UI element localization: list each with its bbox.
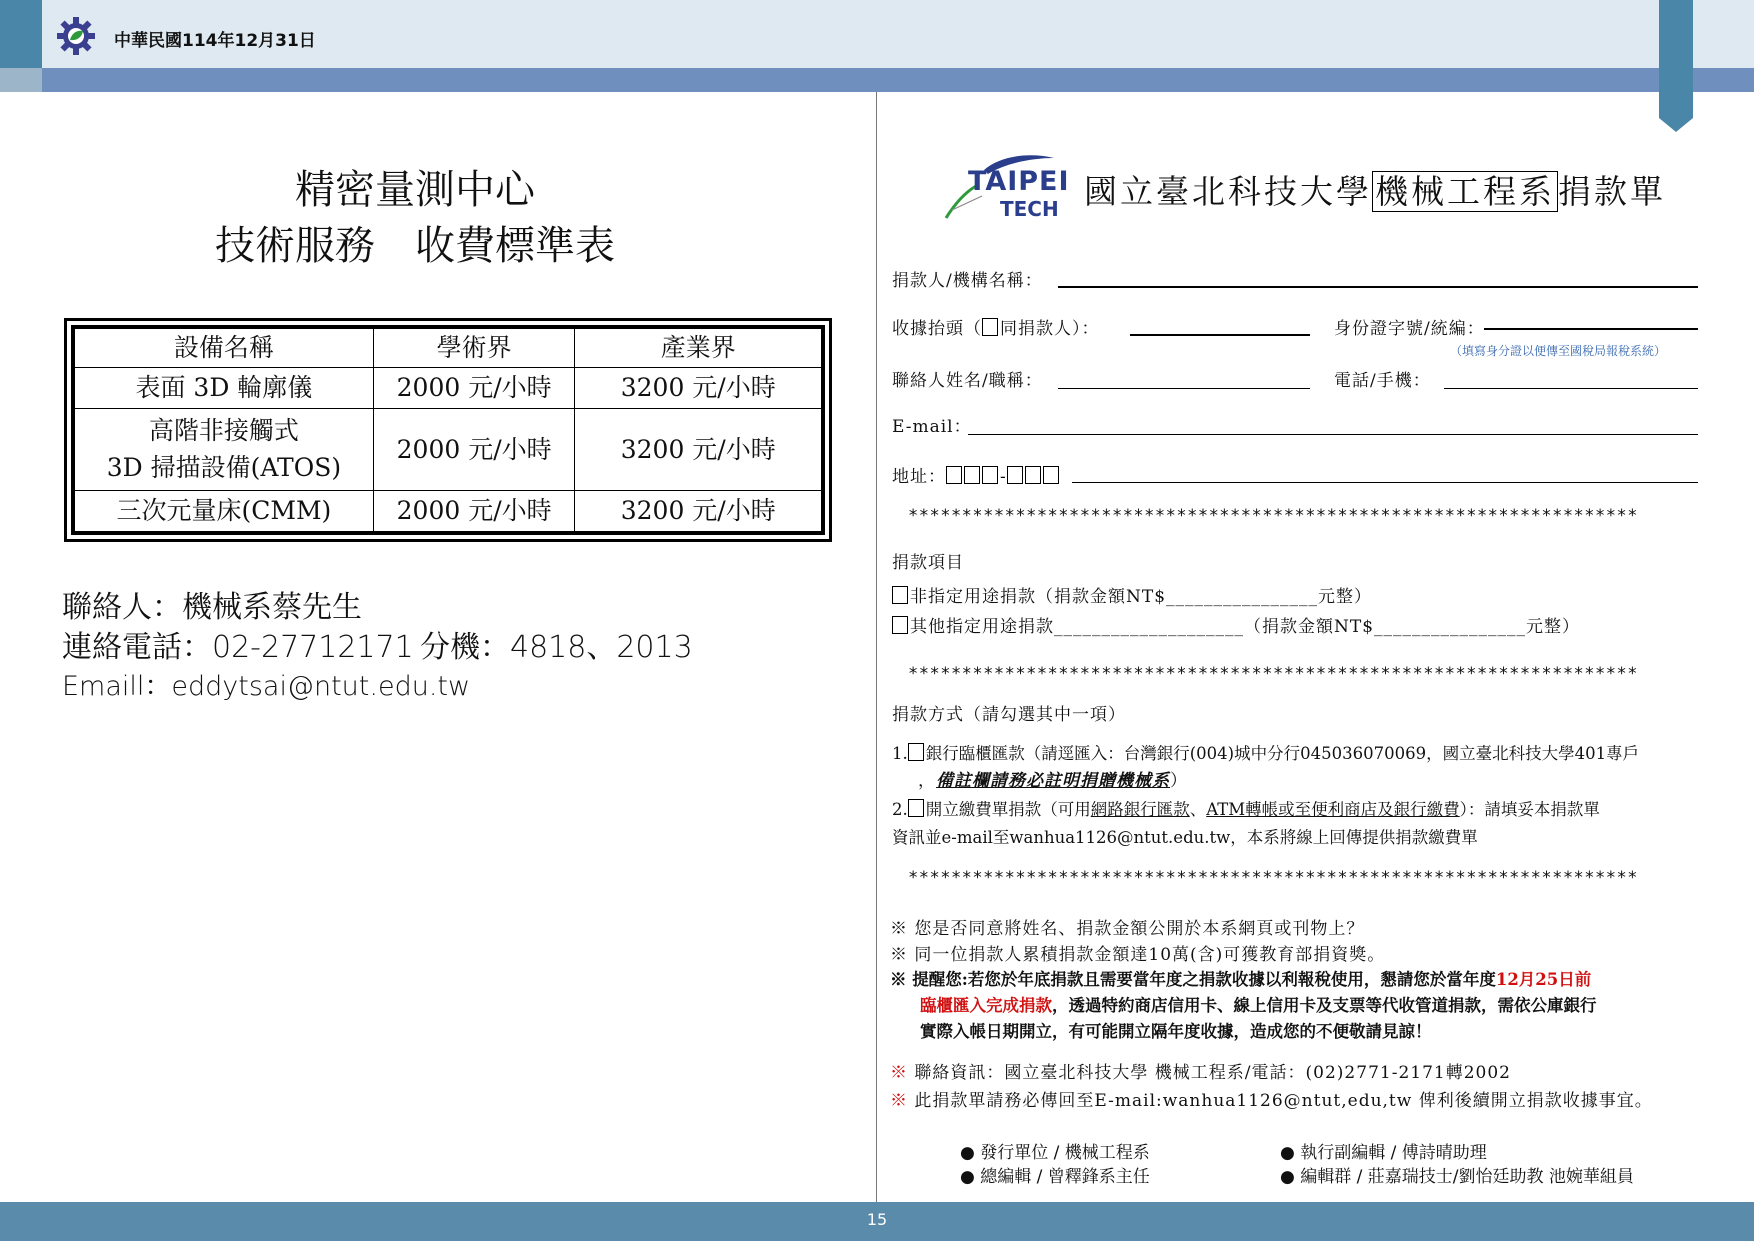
contact-phone: 連絡電話：02-27712171 — [62, 630, 414, 665]
payment-slip-checkbox[interactable] — [908, 799, 924, 817]
credit-editors: ● 編輯群 / 莊嘉瑞技士/劉怡廷助教 池婉華組員 — [1280, 1167, 1634, 1187]
zip-box[interactable] — [964, 466, 980, 484]
note-3-line2: 臨櫃匯入完成捐款，透過特約商店信用卡、線上信用卡及支票等代收管道捐款，需依公庫銀行 — [920, 996, 1597, 1015]
gear-leaf-icon — [56, 16, 96, 56]
zip-box[interactable] — [1025, 466, 1041, 484]
page-title-line1: 精密量測中心 — [295, 167, 535, 213]
address-label: 地址： - — [892, 462, 1061, 487]
table-row — [75, 490, 822, 531]
contact-ext: 分機：4818、2013 — [420, 630, 693, 665]
table-row — [75, 408, 822, 490]
items-heading: 捐款項目 — [892, 553, 964, 573]
note-1: ※ 您是否同意將姓名、捐款金額公開於本系網頁或刊物上？ — [890, 919, 1365, 939]
note-3-line3: 實際入帳日期開立，有可能開立隔年度收據，造成您的不便敬請見諒！ — [920, 1022, 1432, 1041]
return-instructions: ※ 此捐款單請務必傳回至E-mail:wanhua1126@ntut,edu,tw 俾利後續開立捐款收據事宜。 — [890, 1091, 1653, 1111]
email-input-line[interactable] — [968, 434, 1698, 435]
zip-box[interactable] — [1043, 466, 1059, 484]
id-note: （填寫身分證以便傳至國稅局報稅系統） — [1450, 344, 1667, 358]
donor-label: 捐款人/機構名稱： — [892, 271, 1043, 291]
page-title-line2: 技術服務 收費標準表 — [215, 223, 615, 269]
receipt-label: 收據抬頭（ 同捐款人）： — [892, 319, 1100, 339]
separator-stars: ******************************************************************** — [908, 664, 1638, 684]
table-row — [75, 367, 822, 408]
separator-stars: ******************************************************************** — [908, 506, 1638, 526]
method-2-atm: ATM轉帳或至便利商店及銀行繳費 — [1206, 800, 1460, 819]
deadline-action: 臨櫃匯入完成捐款 — [920, 996, 1052, 1015]
zip-box[interactable] — [946, 466, 962, 484]
contact-email: Emaill：eddytsai@ntut.edu.tw — [62, 671, 471, 702]
method-1: 1. 銀行臨櫃匯款（請逕匯入：台灣銀行(004)城中分行045036070069，國立臺北科技大學401專戶 — [892, 744, 1640, 763]
contact-info: ※ 聯絡資訊：國立臺北科技大學 機械工程系/電話：(02)2771-2171轉2002 — [890, 1063, 1511, 1083]
method-1-note: ，備註欄請務必註明捐贈機械系） — [918, 771, 1188, 791]
contact-name-input-line[interactable] — [1058, 388, 1310, 389]
header-industry: 產業界 — [575, 329, 822, 368]
title-form: 捐款單 — [1558, 172, 1666, 211]
methods-heading: 捐款方式（請勾選其中一項） — [892, 705, 1126, 725]
contact-person: 聯絡人：機械系蔡先生 — [62, 590, 362, 625]
equipment-name-line2: 3D 掃描設備(ATOS) — [106, 453, 342, 483]
equipment-name-line1: 高階非接觸式 — [148, 415, 299, 445]
form-title — [1084, 166, 1666, 213]
page-divider — [876, 92, 877, 1202]
industry-price: 3200 元/小時 — [575, 490, 822, 531]
equipment-name: 三次元量床(CMM) — [75, 490, 374, 531]
equipment-name — [75, 408, 374, 490]
academic-price: 2000 元/小時 — [373, 367, 575, 408]
deadline-date: 12月25日前 — [1495, 970, 1592, 989]
zip-box[interactable] — [1007, 466, 1023, 484]
zip-box[interactable] — [982, 466, 998, 484]
table-header-row — [75, 329, 822, 368]
header-date: 中華民國114年12月31日 — [114, 31, 316, 51]
separator-stars: ******************************************************************** — [908, 868, 1638, 888]
phone-input-line[interactable] — [1444, 388, 1698, 389]
unspecified-checkbox[interactable] — [892, 586, 908, 604]
industry-price: 3200 元/小時 — [575, 367, 822, 408]
logo-text-taipei: TAIPEI — [968, 166, 1070, 197]
specified-checkbox[interactable] — [892, 616, 908, 634]
credit-exec-editor: ● 執行副編輯 / 傅詩晴助理 — [1280, 1143, 1487, 1163]
address-input-line[interactable] — [1072, 482, 1698, 483]
header-academic: 學術界 — [373, 329, 575, 368]
note-3: ※ 提醒您:若您於年底捐款且需要當年度之捐款收據以利報稅使用，懇請您於當年度12月25日前 — [890, 970, 1592, 989]
id-input-line[interactable] — [1484, 328, 1698, 330]
item-unspecified: 非指定用途捐款（捐款金額NT$________________元整） — [892, 582, 1372, 607]
credit-chief-editor: ● 總編輯 / 曾釋鋒系主任 — [960, 1167, 1150, 1187]
fee-table — [64, 318, 832, 542]
method-2-online-banking: 網路銀行匯款 — [1090, 800, 1190, 819]
page-number: 15 — [866, 1210, 888, 1229]
method-2: 2. 開立繳費單捐款（可用網路銀行匯款、ATM轉帳或至便利商店及銀行繳費）：請填妥本捐款單 — [892, 800, 1600, 819]
title-school: 國立臺北科技大學 — [1084, 172, 1372, 211]
contact-name-label: 聯絡人姓名/職稱： — [892, 371, 1043, 391]
industry-price: 3200 元/小時 — [575, 408, 822, 490]
header-left-accent — [0, 0, 42, 68]
email-label: E-mail： — [892, 417, 972, 437]
header-equipment: 設備名稱 — [75, 329, 374, 368]
phone-label: 電話/手機： — [1334, 371, 1431, 391]
item-specified: 其他指定用途捐款____________________（捐款金額NT$________________元整） — [892, 612, 1580, 637]
bank-transfer-checkbox[interactable] — [908, 743, 924, 761]
title-dept-boxed: 機械工程系 — [1372, 171, 1558, 212]
method-2-line2: 資訊並e-mail至wanhua1126@ntut.edu.tw，本系將線上回傳提供捐款繳費單 — [892, 828, 1478, 847]
taipei-tech-logo — [942, 152, 1070, 222]
id-label: 身份證字號/統編： — [1334, 319, 1485, 339]
bookmark-ribbon-icon — [1659, 0, 1693, 132]
credit-publisher: ● 發行單位 / 機械工程系 — [960, 1143, 1150, 1163]
equipment-name: 表面 3D 輪廓儀 — [75, 367, 374, 408]
academic-price: 2000 元/小時 — [373, 490, 575, 531]
academic-price: 2000 元/小時 — [373, 408, 575, 490]
method-1-note-emphasis: 備註欄請務必註明捐贈機械系 — [936, 771, 1170, 791]
same-as-donor-checkbox[interactable] — [982, 318, 998, 336]
receipt-input-line[interactable] — [1130, 334, 1310, 336]
donor-input-line[interactable] — [1058, 286, 1698, 288]
header-strip — [0, 68, 1754, 92]
header-strip-accent — [0, 68, 42, 92]
note-2: ※ 同一位捐款人累積捐款金額達10萬(含)可獲教育部捐資獎。 — [890, 945, 1386, 965]
logo-text-tech: TECH — [1000, 197, 1059, 221]
